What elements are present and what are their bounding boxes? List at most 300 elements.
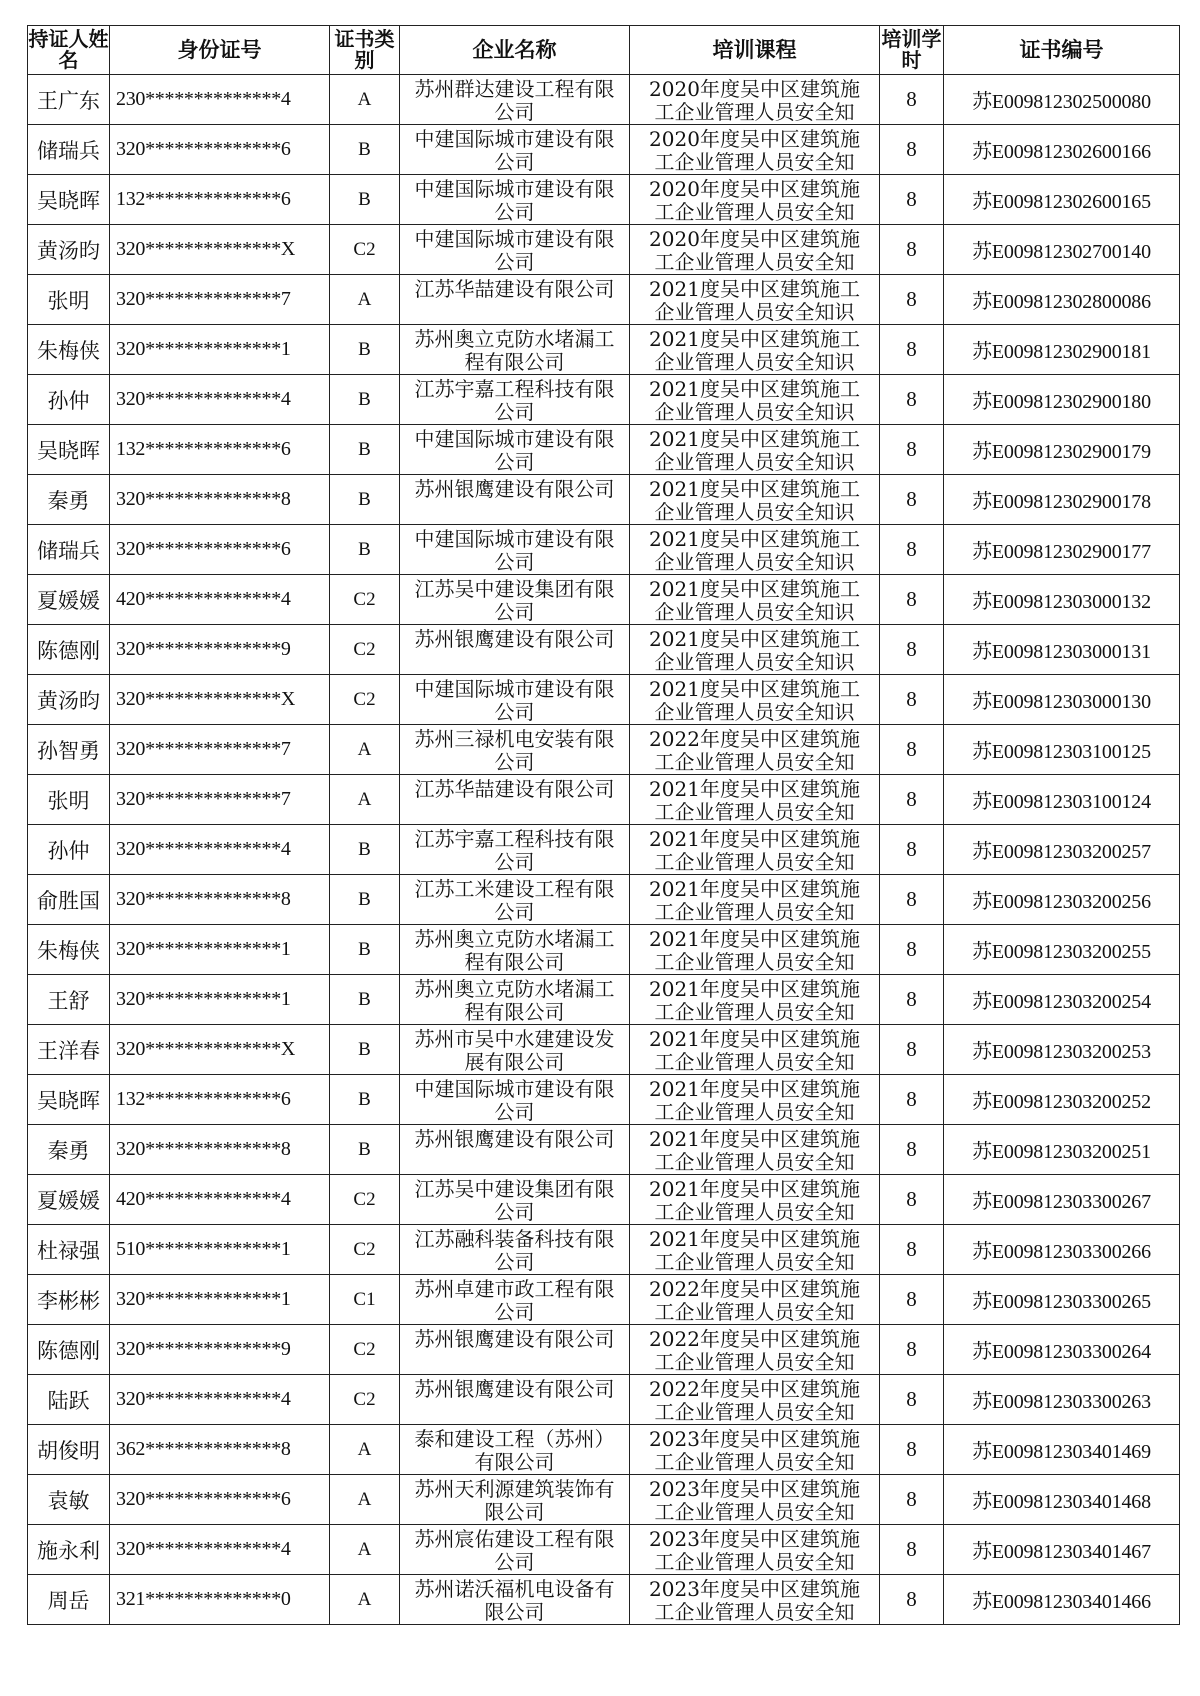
header-cert-number: 证书编号 [944, 26, 1180, 75]
id-number-cell: 320**************6 [110, 125, 330, 175]
table-row [28, 1575, 1180, 1625]
company-cell-text: 苏州银鹰建设有限公司 [414, 1126, 615, 1151]
hours-cell: 8 [880, 675, 944, 725]
id-number-cell: 320**************9 [110, 625, 330, 675]
company-cell-text: 江苏宇嘉工程科技有限公司 [414, 826, 615, 874]
hours-cell: 8 [880, 625, 944, 675]
hours-cell: 8 [880, 75, 944, 125]
id-number-cell: 132**************6 [110, 425, 330, 475]
hours-cell: 8 [880, 975, 944, 1025]
cert-number-cell: 苏E009812303300266 [944, 1225, 1180, 1275]
course-cell [630, 275, 880, 325]
header-id-number: 身份证号 [110, 26, 330, 75]
cert-type-cell: A [330, 1475, 400, 1525]
id-number-cell: 320**************4 [110, 1375, 330, 1425]
company-cell-text: 苏州宸佑建设工程有限公司 [414, 1526, 615, 1574]
company-cell-text: 苏州银鹰建设有限公司 [414, 1376, 615, 1401]
holder-name-cell: 储瑞兵 [28, 125, 110, 175]
cert-type-cell: B [330, 875, 400, 925]
company-cell [400, 1325, 630, 1375]
header-hours: 培训学时 [880, 26, 944, 75]
company-cell-text: 江苏吴中建设集团有限公司 [414, 576, 615, 624]
cert-type-cell: C2 [330, 575, 400, 625]
cert-number-cell: 苏E009812302900177 [944, 525, 1180, 575]
holder-name-cell: 胡俊明 [28, 1425, 110, 1475]
holder-name-cell: 朱梅侠 [28, 925, 110, 975]
holder-name-cell: 陈德刚 [28, 625, 110, 675]
cert-number-cell: 苏E009812303300267 [944, 1175, 1180, 1225]
id-number-cell: 320**************X [110, 225, 330, 275]
company-cell [400, 1125, 630, 1175]
course-cell-text: 2020年度吴中区建筑施工企业管理人员安全知 [649, 76, 860, 124]
holder-name-cell: 王舒 [28, 975, 110, 1025]
cert-type-cell: C2 [330, 1375, 400, 1425]
course-cell-text: 2021年度吴中区建筑施工企业管理人员安全知 [649, 826, 860, 874]
table-row [28, 1525, 1180, 1575]
company-cell [400, 325, 630, 375]
cert-type-cell: A [330, 1525, 400, 1575]
company-cell [400, 775, 630, 825]
id-number-cell: 321**************0 [110, 1575, 330, 1625]
table-row [28, 125, 1180, 175]
cert-type-cell: C2 [330, 1325, 400, 1375]
holder-name-cell: 张明 [28, 275, 110, 325]
table-row [28, 875, 1180, 925]
course-cell [630, 1375, 880, 1425]
course-cell-text: 2020年度吴中区建筑施工企业管理人员安全知 [649, 126, 860, 174]
hours-cell: 8 [880, 1075, 944, 1125]
company-cell-text: 江苏华喆建设有限公司 [414, 276, 615, 301]
company-cell-text: 中建国际城市建设有限公司 [414, 176, 615, 224]
table-row [28, 675, 1180, 725]
holder-name-cell: 朱梅侠 [28, 325, 110, 375]
table-row [28, 1225, 1180, 1275]
company-cell [400, 425, 630, 475]
id-number-cell: 420**************4 [110, 1175, 330, 1225]
course-cell [630, 1225, 880, 1275]
course-cell-text: 2022年度吴中区建筑施工企业管理人员安全知 [649, 1276, 860, 1324]
cert-number-cell: 苏E009812303200254 [944, 975, 1180, 1025]
course-cell-text: 2021度吴中区建筑施工企业管理人员安全知识 [649, 426, 860, 474]
cert-number-cell: 苏E009812303300263 [944, 1375, 1180, 1425]
holder-name-cell: 陈德刚 [28, 1325, 110, 1375]
cert-number-cell: 苏E009812302900181 [944, 325, 1180, 375]
holder-name-cell: 王广东 [28, 75, 110, 125]
hours-cell: 8 [880, 1325, 944, 1375]
company-cell [400, 1575, 630, 1625]
company-cell-text: 江苏吴中建设集团有限公司 [414, 1176, 615, 1224]
header-cert-type: 证书类别 [330, 26, 400, 75]
table-row [28, 925, 1180, 975]
cert-number-cell: 苏E009812303000130 [944, 675, 1180, 725]
holder-name-cell: 夏媛媛 [28, 575, 110, 625]
course-cell-text: 2021年度吴中区建筑施工企业管理人员安全知 [649, 976, 860, 1024]
course-cell-text: 2021度吴中区建筑施工企业管理人员安全知识 [649, 376, 860, 424]
cert-type-cell: B [330, 975, 400, 1025]
cert-number-cell: 苏E009812303200251 [944, 1125, 1180, 1175]
cert-number-cell: 苏E009812303401468 [944, 1475, 1180, 1525]
course-cell [630, 625, 880, 675]
cert-number-cell: 苏E009812303200257 [944, 825, 1180, 875]
holder-name-cell: 袁敏 [28, 1475, 110, 1525]
company-cell [400, 1175, 630, 1225]
hours-cell: 8 [880, 575, 944, 625]
company-cell [400, 1375, 630, 1425]
header-company: 企业名称 [400, 26, 630, 75]
table-row [28, 1125, 1180, 1175]
company-cell [400, 275, 630, 325]
table-row [28, 1025, 1180, 1075]
company-cell-text: 苏州奥立克防水堵漏工程有限公司 [414, 976, 615, 1024]
course-cell-text: 2022年度吴中区建筑施工企业管理人员安全知 [649, 1376, 860, 1424]
company-cell [400, 175, 630, 225]
hours-cell: 8 [880, 875, 944, 925]
cert-number-cell: 苏E009812302600166 [944, 125, 1180, 175]
course-cell [630, 1325, 880, 1375]
cert-type-cell: C2 [330, 625, 400, 675]
course-cell [630, 725, 880, 775]
course-cell-text: 2021年度吴中区建筑施工企业管理人员安全知 [649, 1176, 860, 1224]
course-cell [630, 225, 880, 275]
id-number-cell: 320**************7 [110, 725, 330, 775]
course-cell-text: 2021度吴中区建筑施工企业管理人员安全知识 [649, 476, 860, 524]
cert-type-cell: C1 [330, 1275, 400, 1325]
company-cell [400, 125, 630, 175]
table-row [28, 275, 1180, 325]
cert-type-cell: A [330, 1575, 400, 1625]
company-cell-text: 江苏融科装备科技有限公司 [414, 1226, 615, 1274]
id-number-cell: 320**************8 [110, 875, 330, 925]
company-cell [400, 1425, 630, 1475]
course-cell-text: 2020年度吴中区建筑施工企业管理人员安全知 [649, 176, 860, 224]
company-cell-text: 中建国际城市建设有限公司 [414, 226, 615, 274]
course-cell-text: 2022年度吴中区建筑施工企业管理人员安全知 [649, 1326, 860, 1374]
hours-cell: 8 [880, 275, 944, 325]
id-number-cell: 320**************4 [110, 375, 330, 425]
company-cell [400, 1525, 630, 1575]
company-cell-text: 苏州三禄机电安装有限公司 [414, 726, 615, 774]
course-cell-text: 2023年度吴中区建筑施工企业管理人员安全知 [649, 1576, 860, 1624]
holder-name-cell: 孙仲 [28, 375, 110, 425]
course-cell [630, 1075, 880, 1125]
cert-type-cell: B [330, 375, 400, 425]
cert-number-cell: 苏E009812302600165 [944, 175, 1180, 225]
course-cell [630, 925, 880, 975]
hours-cell: 8 [880, 1125, 944, 1175]
hours-cell: 8 [880, 125, 944, 175]
course-cell-text: 2021年度吴中区建筑施工企业管理人员安全知 [649, 776, 860, 824]
holder-name-cell: 秦勇 [28, 475, 110, 525]
table-row [28, 325, 1180, 375]
table-row [28, 75, 1180, 125]
course-cell [630, 675, 880, 725]
hours-cell: 8 [880, 1225, 944, 1275]
table-row [28, 225, 1180, 275]
cert-number-cell: 苏E009812303401466 [944, 1575, 1180, 1625]
id-number-cell: 320**************7 [110, 275, 330, 325]
course-cell [630, 575, 880, 625]
company-cell [400, 1075, 630, 1125]
cert-type-cell: B [330, 925, 400, 975]
holder-name-cell: 俞胜国 [28, 875, 110, 925]
holder-name-cell: 周岳 [28, 1575, 110, 1625]
company-cell-text: 苏州市吴中水建建设发展有限公司 [414, 1026, 615, 1074]
holder-name-cell: 吴晓晖 [28, 175, 110, 225]
table-row [28, 1425, 1180, 1475]
hours-cell: 8 [880, 375, 944, 425]
course-cell-text: 2021度吴中区建筑施工企业管理人员安全知识 [649, 526, 860, 574]
table-body [28, 75, 1180, 1625]
hours-cell: 8 [880, 1275, 944, 1325]
course-cell-text: 2023年度吴中区建筑施工企业管理人员安全知 [649, 1476, 860, 1524]
table-row [28, 375, 1180, 425]
table-row [28, 1325, 1180, 1375]
table-header [28, 26, 1180, 75]
course-cell [630, 825, 880, 875]
company-cell [400, 475, 630, 525]
company-cell [400, 1475, 630, 1525]
course-cell-text: 2021年度吴中区建筑施工企业管理人员安全知 [649, 876, 860, 924]
cert-type-cell: B [330, 325, 400, 375]
cert-number-cell: 苏E009812303000131 [944, 625, 1180, 675]
id-number-cell: 320**************1 [110, 975, 330, 1025]
company-cell-text: 苏州群达建设工程有限公司 [414, 76, 615, 124]
cert-number-cell: 苏E009812303200253 [944, 1025, 1180, 1075]
id-number-cell: 362**************8 [110, 1425, 330, 1475]
id-number-cell: 320**************8 [110, 1125, 330, 1175]
table-row [28, 175, 1180, 225]
company-cell-text: 中建国际城市建设有限公司 [414, 526, 615, 574]
id-number-cell: 320**************7 [110, 775, 330, 825]
hours-cell: 8 [880, 325, 944, 375]
course-cell-text: 2022年度吴中区建筑施工企业管理人员安全知 [649, 726, 860, 774]
course-cell [630, 1025, 880, 1075]
course-cell [630, 175, 880, 225]
course-cell [630, 1575, 880, 1625]
header-row [28, 26, 1180, 75]
holder-name-cell: 储瑞兵 [28, 525, 110, 575]
company-cell-text: 江苏宇嘉工程科技有限公司 [414, 376, 615, 424]
hours-cell: 8 [880, 525, 944, 575]
company-cell [400, 575, 630, 625]
course-cell [630, 75, 880, 125]
course-cell [630, 975, 880, 1025]
table-row [28, 725, 1180, 775]
course-cell [630, 1175, 880, 1225]
holder-name-cell: 张明 [28, 775, 110, 825]
id-number-cell: 230**************4 [110, 75, 330, 125]
company-cell-text: 苏州天利源建筑装饰有限公司 [414, 1476, 615, 1524]
course-cell [630, 425, 880, 475]
company-cell [400, 1275, 630, 1325]
cert-number-cell: 苏E009812303200256 [944, 875, 1180, 925]
hours-cell: 8 [880, 1025, 944, 1075]
hours-cell: 8 [880, 775, 944, 825]
company-cell [400, 725, 630, 775]
cert-type-cell: C2 [330, 1225, 400, 1275]
company-cell-text: 中建国际城市建设有限公司 [414, 126, 615, 174]
table-row [28, 1075, 1180, 1125]
header-course: 培训课程 [630, 26, 880, 75]
company-cell [400, 1025, 630, 1075]
holder-name-cell: 吴晓晖 [28, 1075, 110, 1125]
id-number-cell: 320**************4 [110, 825, 330, 875]
cert-number-cell: 苏E009812303300264 [944, 1325, 1180, 1375]
company-cell-text: 苏州奥立克防水堵漏工程有限公司 [414, 326, 615, 374]
cert-type-cell: B [330, 1025, 400, 1075]
company-cell [400, 75, 630, 125]
cert-number-cell: 苏E009812303100124 [944, 775, 1180, 825]
company-cell-text: 苏州银鹰建设有限公司 [414, 476, 615, 501]
company-cell [400, 375, 630, 425]
cert-number-cell: 苏E009812302900178 [944, 475, 1180, 525]
company-cell [400, 875, 630, 925]
hours-cell: 8 [880, 475, 944, 525]
course-cell-text: 2021度吴中区建筑施工企业管理人员安全知识 [649, 576, 860, 624]
course-cell [630, 1125, 880, 1175]
holder-name-cell: 孙仲 [28, 825, 110, 875]
table-row [28, 975, 1180, 1025]
course-cell-text: 2021度吴中区建筑施工企业管理人员安全知识 [649, 676, 860, 724]
cert-number-cell: 苏E009812302800086 [944, 275, 1180, 325]
course-cell-text: 2021度吴中区建筑施工企业管理人员安全知识 [649, 276, 860, 324]
company-cell-text: 苏州银鹰建设有限公司 [414, 626, 615, 651]
cert-type-cell: B [330, 425, 400, 475]
course-cell-text: 2021年度吴中区建筑施工企业管理人员安全知 [649, 1076, 860, 1124]
cert-type-cell: A [330, 75, 400, 125]
id-number-cell: 320**************6 [110, 525, 330, 575]
header-holder-name: 持证人姓名 [28, 26, 110, 75]
cert-type-cell: B [330, 175, 400, 225]
course-cell-text: 2023年度吴中区建筑施工企业管理人员安全知 [649, 1426, 860, 1474]
cert-type-cell: B [330, 825, 400, 875]
cert-number-cell: 苏E009812303000132 [944, 575, 1180, 625]
holder-name-cell: 孙智勇 [28, 725, 110, 775]
table-row [28, 775, 1180, 825]
cert-number-cell: 苏E009812303401469 [944, 1425, 1180, 1475]
course-cell [630, 1525, 880, 1575]
cert-type-cell: A [330, 725, 400, 775]
course-cell-text: 2021年度吴中区建筑施工企业管理人员安全知 [649, 926, 860, 974]
course-cell [630, 475, 880, 525]
cert-type-cell: C2 [330, 1175, 400, 1225]
company-cell [400, 225, 630, 275]
course-cell [630, 1275, 880, 1325]
cert-number-cell: 苏E009812303100125 [944, 725, 1180, 775]
table-row [28, 1175, 1180, 1225]
id-number-cell: 320**************6 [110, 1475, 330, 1525]
cert-type-cell: B [330, 475, 400, 525]
company-cell [400, 925, 630, 975]
hours-cell: 8 [880, 1375, 944, 1425]
course-cell [630, 125, 880, 175]
company-cell-text: 中建国际城市建设有限公司 [414, 1076, 615, 1124]
table-row [28, 525, 1180, 575]
hours-cell: 8 [880, 1175, 944, 1225]
holder-name-cell: 黄汤昀 [28, 225, 110, 275]
id-number-cell: 510**************1 [110, 1225, 330, 1275]
company-cell-text: 苏州奥立克防水堵漏工程有限公司 [414, 926, 615, 974]
company-cell-text: 江苏华喆建设有限公司 [414, 776, 615, 801]
hours-cell: 8 [880, 725, 944, 775]
id-number-cell: 132**************6 [110, 175, 330, 225]
cert-type-cell: A [330, 775, 400, 825]
course-cell [630, 375, 880, 425]
table-row [28, 1375, 1180, 1425]
company-cell [400, 625, 630, 675]
holder-name-cell: 陆跃 [28, 1375, 110, 1425]
course-cell [630, 325, 880, 375]
cert-number-cell: 苏E009812303401467 [944, 1525, 1180, 1575]
table-row [28, 475, 1180, 525]
cert-number-cell: 苏E009812302900180 [944, 375, 1180, 425]
holder-name-cell: 施永利 [28, 1525, 110, 1575]
holder-name-cell: 杜禄强 [28, 1225, 110, 1275]
holder-name-cell: 夏媛媛 [28, 1175, 110, 1225]
holder-name-cell: 吴晓晖 [28, 425, 110, 475]
id-number-cell: 320**************X [110, 675, 330, 725]
id-number-cell: 320**************9 [110, 1325, 330, 1375]
cert-type-cell: A [330, 275, 400, 325]
hours-cell: 8 [880, 225, 944, 275]
cert-type-cell: B [330, 1125, 400, 1175]
company-cell-text: 苏州银鹰建设有限公司 [414, 1326, 615, 1351]
id-number-cell: 420**************4 [110, 575, 330, 625]
id-number-cell: 320**************1 [110, 1275, 330, 1325]
company-cell-text: 江苏工米建设工程有限公司 [414, 876, 615, 924]
table-row [28, 1475, 1180, 1525]
table-row [28, 825, 1180, 875]
course-cell-text: 2021年度吴中区建筑施工企业管理人员安全知 [649, 1126, 860, 1174]
company-cell-text: 苏州卓建市政工程有限公司 [414, 1276, 615, 1324]
course-cell-text: 2021年度吴中区建筑施工企业管理人员安全知 [649, 1226, 860, 1274]
course-cell [630, 1425, 880, 1475]
table-row [28, 575, 1180, 625]
company-cell-text: 中建国际城市建设有限公司 [414, 426, 615, 474]
cert-number-cell: 苏E009812303300265 [944, 1275, 1180, 1325]
course-cell [630, 525, 880, 575]
course-cell-text: 2021度吴中区建筑施工企业管理人员安全知识 [649, 326, 860, 374]
company-cell-text: 泰和建设工程（苏州）有限公司 [414, 1426, 615, 1474]
course-cell-text: 2021年度吴中区建筑施工企业管理人员安全知 [649, 1026, 860, 1074]
company-cell [400, 975, 630, 1025]
holder-name-cell: 秦勇 [28, 1125, 110, 1175]
company-cell [400, 525, 630, 575]
hours-cell: 8 [880, 825, 944, 875]
cert-type-cell: C2 [330, 225, 400, 275]
id-number-cell: 320**************1 [110, 925, 330, 975]
course-cell [630, 1475, 880, 1525]
cert-type-cell: A [330, 1425, 400, 1475]
hours-cell: 8 [880, 1575, 944, 1625]
cert-number-cell: 苏E009812302700140 [944, 225, 1180, 275]
table-row [28, 425, 1180, 475]
cert-number-cell: 苏E009812303200255 [944, 925, 1180, 975]
table-row [28, 625, 1180, 675]
hours-cell: 8 [880, 175, 944, 225]
id-number-cell: 320**************1 [110, 325, 330, 375]
table-row [28, 1275, 1180, 1325]
id-number-cell: 132**************6 [110, 1075, 330, 1125]
cert-type-cell: B [330, 525, 400, 575]
course-cell-text: 2020年度吴中区建筑施工企业管理人员安全知 [649, 226, 860, 274]
holder-name-cell: 王洋春 [28, 1025, 110, 1075]
company-cell [400, 1225, 630, 1275]
course-cell-text: 2023年度吴中区建筑施工企业管理人员安全知 [649, 1526, 860, 1574]
course-cell [630, 875, 880, 925]
id-number-cell: 320**************8 [110, 475, 330, 525]
cert-number-cell: 苏E009812302900179 [944, 425, 1180, 475]
